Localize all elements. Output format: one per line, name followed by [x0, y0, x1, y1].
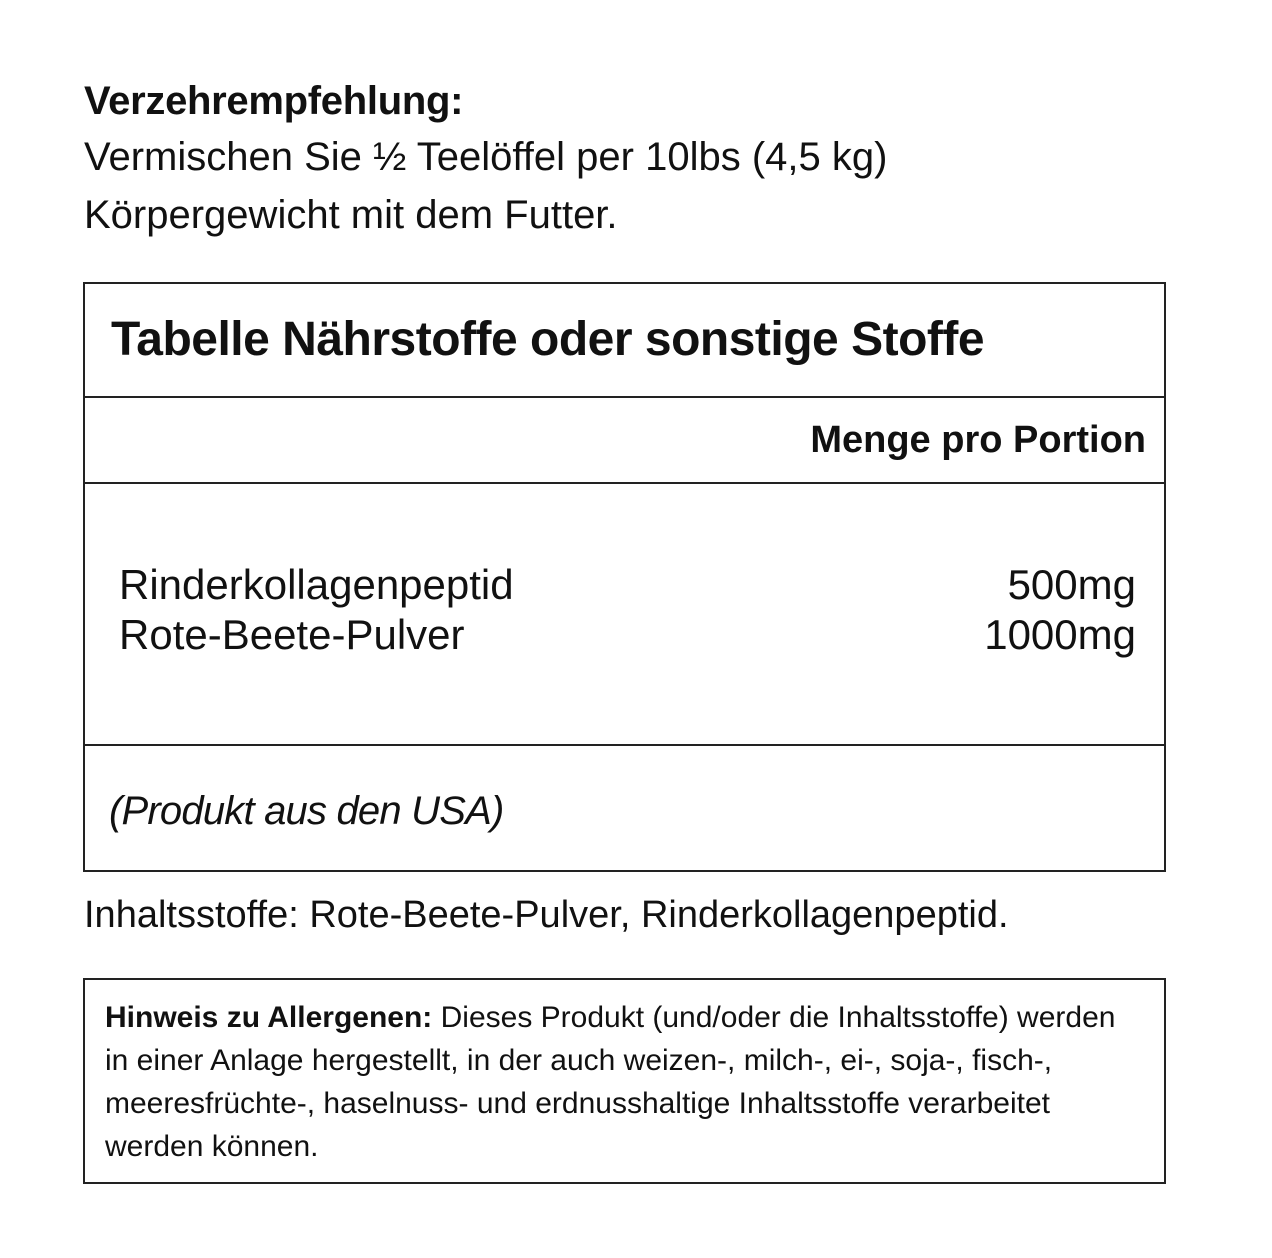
allergen-notice: [83, 978, 1166, 1184]
usage-line-1: Vermischen Sie ½ Teelöffel per 10lbs (4,5 kg): [84, 135, 888, 179]
usage-line-2: Körpergewicht mit dem Futter.: [84, 193, 618, 237]
origin-note: (Produkt aus den USA): [109, 789, 504, 833]
nutrient-name: Rote-Beete-Pulver: [119, 611, 465, 658]
panel-body: [85, 484, 1164, 746]
panel-title-row: [85, 284, 1164, 398]
nutrient-row: [119, 560, 1136, 610]
nutrient-row: [119, 610, 1136, 660]
usage-section: [84, 74, 1184, 244]
nutrient-amount: 500mg: [1007, 561, 1136, 608]
ingredients-list: Inhaltsstoffe: Rote-Beete-Pulver, Rinderkollagenpeptid.: [84, 894, 1009, 936]
panel-title: Tabelle Nährstoffe oder sonstige Stoffe: [111, 313, 985, 366]
nutrient-amount: 1000mg: [984, 611, 1136, 658]
panel-footer: [85, 746, 1164, 870]
allergen-label: Hinweis zu Allergenen:: [105, 1001, 433, 1034]
amount-per-serving-header: Menge pro Portion: [810, 419, 1146, 461]
nutrient-panel: [83, 282, 1166, 872]
panel-header-row: [85, 398, 1164, 484]
nutrient-name: Rinderkollagenpeptid: [119, 561, 514, 608]
usage-heading: Verzehrempfehlung:: [84, 79, 464, 123]
allergen-text: Dieses Produkt (und/oder die Inhaltsstoffe) werden in einer Anlage hergestellt, in der auch weizen-, milch-, ei-, soja-, fisch-, meeresfrüchte-, haselnuss- und erdnusshaltige Inhaltsstoffe verarbeitet werden können.: [105, 1001, 1116, 1163]
